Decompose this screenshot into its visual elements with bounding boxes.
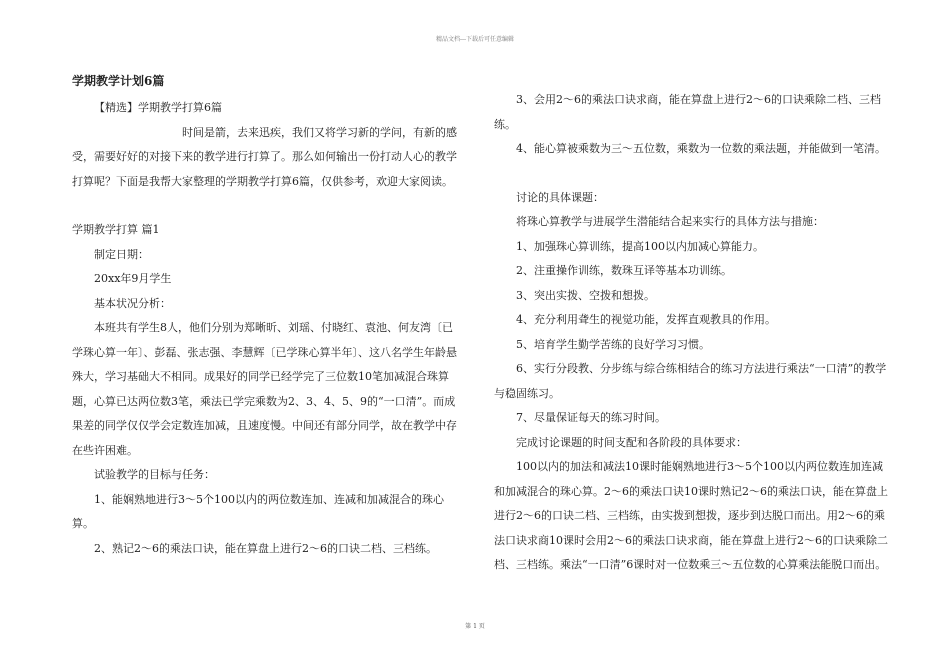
method-item-1: 1、加强珠心算训练，提高100以内加减心算能力。 (516, 239, 764, 253)
intro-line: 【精选】学期教学打算6篇 (94, 101, 222, 114)
schedule-paragraph: 100以内的加法和减法10课时能娴熟地进行3～5个100以内两位数连加连减和加减混合的珠心算。2～6的乘法口诀10课时熟记2～6的乘法口诀，能在算盘上进行2～6的口诀二档、三档练，由实拨到想拨，逐步到达脱口而出。用2～6的乘法口诀求商10课时会用2～6的乘法口诀求商，能在算盘上进行2～6的口诀乘除二档、三档练。乘法“一口清”6课时对一位数乘三～五位数的心算乘法能脱口而出。 (494, 460, 888, 571)
right-column (494, 88, 889, 578)
intro-paragraph: 时间是箭，去来迅疾，我们又将学习新的学问，有新的感受，需要好好的对接下来的教学进行打算了。那么如何输出一份打动人心的教学打算呢？下面是我帮大家整理的学期教学打算6篇，仅供参考，欢迎大家阅读。 (72, 125, 457, 188)
date-label: 制定日期： (94, 247, 149, 261)
goal-item-1: 1、能娴熟地进行3～5个100以内的两位数连加、连减和加减混合的珠心算。 (72, 492, 444, 530)
method-item-5: 5、培育学生勤学苦练的良好学习习惯。 (516, 337, 710, 351)
method-item-4: 4、充分利用聋生的视觉功能，发挥直观教具的作用。 (516, 313, 776, 326)
date-value: 20xx年9月学生 (94, 272, 172, 285)
method-item-7: 7、尽量保证每天的练习时间。 (516, 411, 666, 424)
method-item-3: 3、突出实拨、空拨和想拨。 (516, 288, 655, 302)
goal-label: 试验教学的目标与任务： (94, 468, 215, 481)
basic-situation-label: 基本状况分析： (94, 296, 171, 310)
left-column (72, 72, 460, 561)
page-header: 精品文档---下载后可任意编辑 (435, 36, 515, 43)
goal-item-4: 4、能心算被乘数为三～五位数，乘数为一位数的乘法题，并能做到一笔清。 (516, 142, 886, 155)
section-title: 学期教学打算 篇1 (72, 223, 160, 236)
basic-situation-paragraph: 本班共有学生8人，他们分别为郑晰昕、刘瑶、付晓红、袁池、何友湾〔已学珠心算一年〕、彭磊、张志强、李慧辉〔已学珠心算半年〕、这八名学生年龄悬殊大，学习基础大不相同。成果好的同学已经学完了三位数10笔加减混合珠算题，心算已达两位数3笔，乘法已学完乘数为2、3、4、5、9的“一口清”。而成果差的同学仅仅学会定数连加减，且速度慢。中间还有部分同学，故在教学中存在些许困难。 (72, 321, 457, 457)
method-item-2: 2、注重操作训练，数珠互译等基本功训练。 (516, 264, 732, 277)
schedule-label: 完成讨论课题的时间支配和各阶段的具体要求： (516, 435, 747, 449)
topic-label: 讨论的具体课题： (516, 190, 604, 204)
document-title: 学期教学计划6篇 (72, 74, 165, 88)
method-label: 将珠心算教学与进展学生潜能结合起来实行的具体方法与措施： (516, 215, 824, 228)
method-item-6: 6、实行分段教、分步练与综合练相结合的练习方法进行乘法“一口清”的教学与稳固练习。 (494, 362, 887, 400)
goal-item-2: 2、熟记2～6的乘法口诀，能在算盘上进行2～6的口诀二档、三档练。 (94, 541, 437, 555)
page-footer: 第 1 页 (465, 623, 485, 630)
goal-item-3: 3、会用2～6的乘法口诀求商，能在算盘上进行2～6的口诀乘除二档、三档练。 (494, 93, 881, 131)
